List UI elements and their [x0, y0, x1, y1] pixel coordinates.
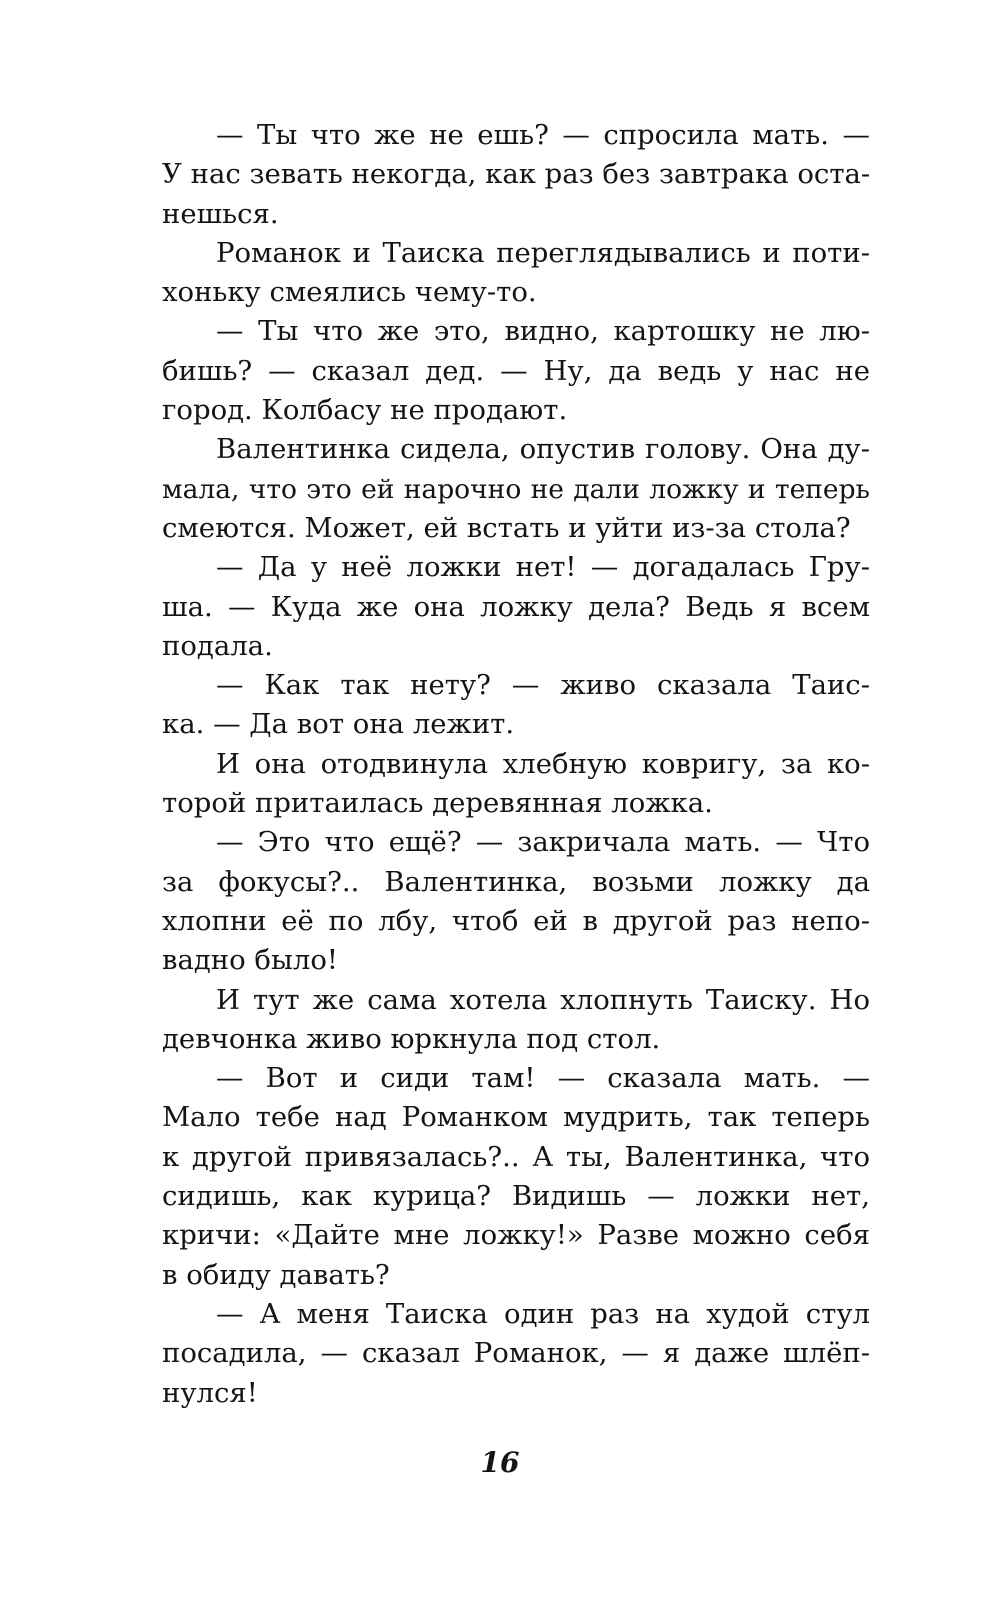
text-line: Мало тебе над Романком мудрить, так теперь	[162, 1101, 870, 1134]
text-line: ка. — Да вот она лежит.	[162, 708, 515, 741]
text-line: — Вот и сиди там! — сказала мать. —	[216, 1062, 870, 1095]
text-line: И она отодвинула хлебную ковригу, за ко-	[216, 747, 870, 780]
text-line: торой притаилась деревянная ложка.	[162, 787, 713, 820]
text-line: город. Колбасу не продают.	[162, 394, 568, 427]
text-line: нешься.	[162, 197, 279, 230]
text-line: хлопни её по лбу, чтоб ей в другой раз непо-	[162, 904, 870, 937]
text-line: посадила, — сказал Романок, — я даже шлёп-	[162, 1337, 870, 1370]
text-line: сидишь, как курица? Видишь — ложки нет,	[162, 1180, 870, 1213]
text-line: подала.	[162, 629, 273, 662]
text-line: в обиду давать?	[162, 1258, 390, 1291]
text-line: девчонка живо юркнула под стол.	[162, 1022, 661, 1055]
text-line: смеются. Может, ей встать и уйти из-за стола?	[162, 511, 851, 544]
text-line: вадно было!	[162, 944, 338, 977]
text-line: мала, что это ей нарочно не дали ложку и теперь	[162, 473, 870, 505]
text-line: бишь? — сказал дед. — Ну, да ведь у нас не	[162, 354, 870, 387]
text-line: кричи: «Дайте мне ложку!» Разве можно себя	[162, 1219, 870, 1252]
text-line: — Ты что же не ешь? — спросила мать. —	[216, 119, 870, 151]
text-line: нулся!	[162, 1376, 258, 1409]
text-line: хоньку смеялись чему-то.	[162, 276, 537, 309]
text-line: — Это что ещё? — закричала мать. — Что	[216, 826, 870, 859]
text-line: — Ты что же это, видно, картошку не лю-	[216, 315, 870, 348]
text-line: — Да у неё ложки нет! — догадалась Гру-	[216, 551, 870, 584]
text-line: к другой привязалась?.. А ты, Валентинка, что	[162, 1140, 870, 1173]
text-line: Валентинка сидела, опустив голову. Она ду-	[216, 433, 870, 466]
text-line: — А меня Таиска один раз на худой стул	[216, 1297, 870, 1330]
page-number: 16	[480, 1446, 520, 1479]
text-line: ша. — Куда же она ложку дела? Ведь я всем	[162, 590, 870, 623]
page-body	[162, 116, 870, 1413]
text-line: И тут же сама хотела хлопнуть Таиску. Но	[216, 983, 870, 1016]
text-line: У нас зевать некогда, как раз без завтрака оста-	[162, 158, 871, 191]
text-line: за фокусы?.. Валентинка, возьми ложку да	[162, 865, 870, 898]
text-line: — Как так нету? — живо сказала Таис-	[216, 669, 870, 702]
text-line: Романок и Таиска переглядывались и поти-	[216, 236, 870, 269]
